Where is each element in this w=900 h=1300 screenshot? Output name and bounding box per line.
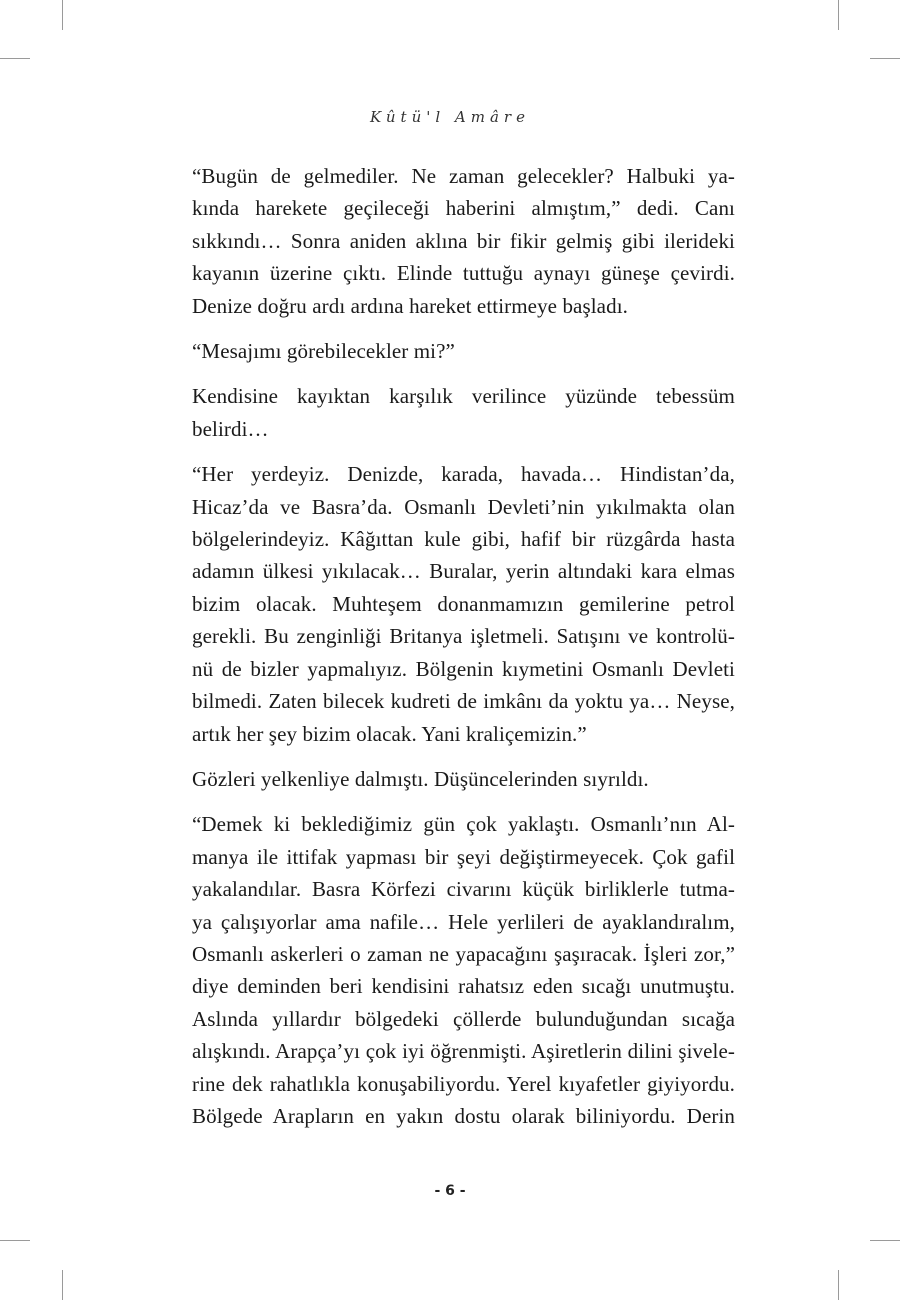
text-line: “Mesajımı görebilecekler mi?” [192, 339, 455, 364]
text-line: “Her yerdeyiz. Denizde, karada, havada… Hindistan’da, [192, 462, 735, 487]
text-line: Hicaz’da ve Basra’da. Osmanlı Devleti’nin yıkılmakta olan [192, 494, 735, 519]
crop-mark-right-lower [870, 1240, 900, 1241]
text-line: diye deminden beri kendisini rahatsız eden sıcağı unutmuştu. [192, 974, 735, 999]
text-line: kında harekete geçileceği haberini almıştım,” dedi. Canı [192, 196, 735, 221]
text-line: “Bugün de gelmediler. Ne zaman gelecekler? Halbuki ya- [192, 164, 735, 188]
text-line: yakalandılar. Basra Körfezi civarını küçük birliklerle tutma- [192, 877, 735, 902]
text-line: ya çalışıyorlar ama nafile… Hele yerlileri de ayaklandıralım, [192, 909, 735, 934]
text-line: manya ile ittifak yapması bir şeyi değiştirmeyecek. Çok gafil [192, 844, 735, 869]
text-line: rine dek rahatlıkla konuşabiliyordu. Yerel kıyafetler giyiyordu. [192, 1071, 735, 1096]
paragraph [165, 335, 735, 367]
text-line: belirdi… [192, 416, 269, 441]
crop-mark-bottom-left [62, 1270, 63, 1300]
text-line: Bölgede Arapların en yakın dostu olarak biliniyordu. Derin [192, 1103, 735, 1128]
text-line: sıkkındı… Sonra aniden aklına bir fikir gelmiş gibi ilerideki [192, 228, 735, 253]
text-line: Kendisine kayıktan karşılık verilince yüzünde tebessüm [192, 384, 735, 409]
paragraph [165, 458, 735, 750]
text-line: Gözleri yelkenliye dalmıştı. Düşüncelerinden sıyrıldı. [192, 766, 649, 791]
paragraph [165, 160, 735, 322]
text-line: bilmedi. Zaten bilecek kudreti de imkânı da yoktu ya… Neyse, [192, 689, 735, 714]
paragraph [165, 380, 735, 445]
text-line: nü de bizler yapmalıyız. Bölgenin kıymetini Osmanlı Devleti [192, 656, 735, 681]
page-number: - 6 - [434, 1183, 466, 1199]
paragraph [165, 808, 735, 1132]
text-line: bölgelerindeyiz. Kâğıttan kule gibi, hafif bir rüzgârda hasta [192, 527, 735, 552]
text-line: Aslında yıllardır bölgedeki çöllerde bulunduğundan sıcağa [192, 1006, 735, 1031]
text-line: alışkındı. Arapça’yı çok iyi öğrenmişti. Aşiretlerin dilini şivele- [192, 1039, 735, 1064]
text-line: kayanın üzerine çıktı. Elinde tuttuğu aynayı güneşe çevirdi. [192, 261, 735, 286]
text-line: bizim olacak. Muhteşem donanmamızın gemilerine petrol [192, 591, 735, 616]
text-line: Denize doğru ardı ardına hareket ettirmeye başladı. [192, 293, 628, 318]
crop-mark-top-left [62, 0, 63, 30]
text-line: artık her şey bizim olacak. Yani kraliçemizin.” [192, 721, 587, 746]
crop-mark-top-right [838, 0, 839, 30]
text-line: adamın ülkesi yıkılacak… Buralar, yerin altındaki kara elmas [192, 559, 735, 584]
paragraph [165, 763, 735, 795]
text-line: gerekli. Bu zenginliği Britanya işletmeli. Satışını ve kontrolü- [192, 624, 735, 649]
crop-mark-right-upper [870, 58, 900, 59]
running-head: Kûtü'l Amâre [370, 108, 530, 126]
text-line: Osmanlı askerleri o zaman ne yapacağını şaşıracak. İşleri zor,” [192, 941, 735, 966]
crop-mark-left-upper [0, 58, 30, 59]
crop-mark-left-lower [0, 1240, 30, 1241]
body-text [165, 160, 735, 1145]
text-line: “Demek ki beklediğimiz gün çok yaklaştı. Osmanlı’nın Al- [192, 812, 735, 837]
crop-mark-bottom-right [838, 1270, 839, 1300]
